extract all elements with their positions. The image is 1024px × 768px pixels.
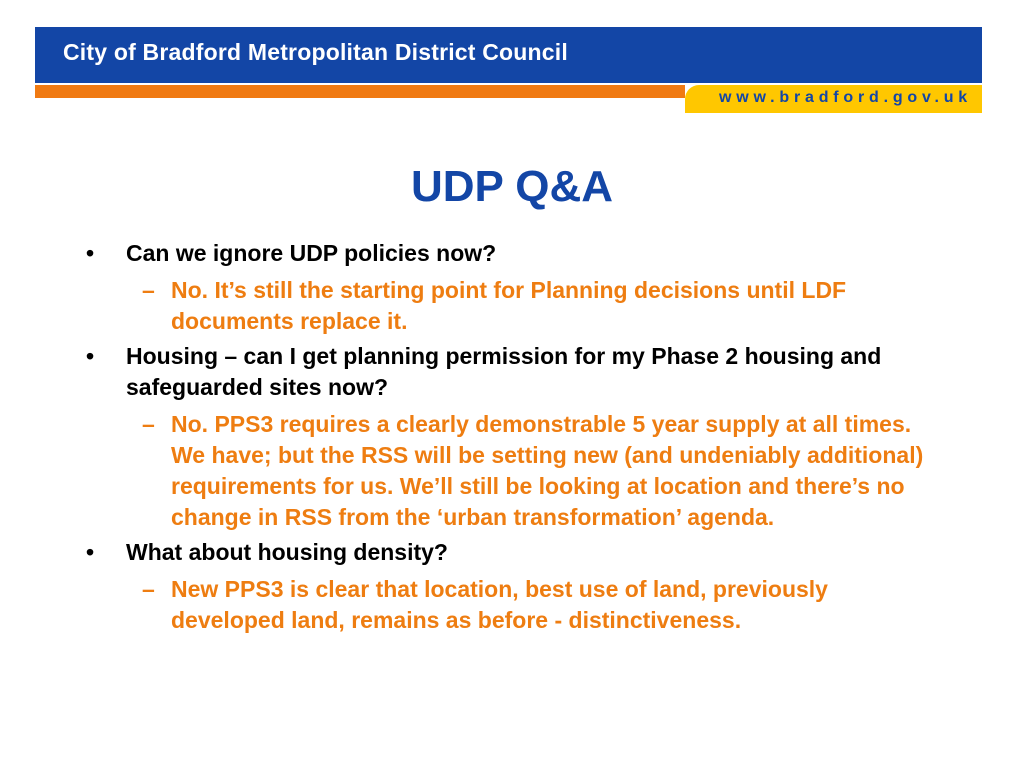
bullet-icon: • — [86, 539, 95, 565]
dash-icon: – — [142, 576, 155, 602]
answer-1 — [86, 275, 946, 337]
question-text: What about housing density? — [126, 539, 448, 565]
website-url: www.bradford.gov.uk — [719, 89, 972, 106]
answer-text: New PPS3 is clear that location, best use of land, previously developed land, remains as before - distinctiveness. — [171, 576, 828, 633]
answer-2 — [86, 409, 946, 533]
qa-list — [86, 234, 946, 636]
council-name: City of Bradford Metropolitan District Council — [63, 39, 568, 65]
answer-3 — [86, 574, 946, 636]
url-badge — [685, 85, 982, 113]
bullet-icon: • — [86, 343, 95, 369]
header-accent-stripe — [35, 85, 685, 98]
bullet-icon: • — [86, 240, 95, 266]
answer-text: No. It’s still the starting point for Planning decisions until LDF documents replace it. — [171, 277, 847, 334]
question-text: Can we ignore UDP policies now? — [126, 240, 497, 266]
answer-text: No. PPS3 requires a clearly demonstrable 5 year supply at all times. We have; but the RSS will be setting new (and undeniably additional) requirements for us. We’ll still be looking at location and there’s no change in RSS from the ‘urban transformation’ agenda. — [171, 411, 924, 530]
slide-title: UDP Q&A — [410, 162, 614, 211]
question-3 — [86, 537, 946, 568]
question-1 — [86, 238, 946, 269]
dash-icon: – — [142, 277, 155, 303]
question-text: Housing – can I get planning permission for my Phase 2 housing and safeguarded sites now? — [126, 343, 882, 400]
dash-icon: – — [142, 411, 155, 437]
header-banner — [35, 27, 982, 83]
question-2 — [86, 341, 946, 403]
